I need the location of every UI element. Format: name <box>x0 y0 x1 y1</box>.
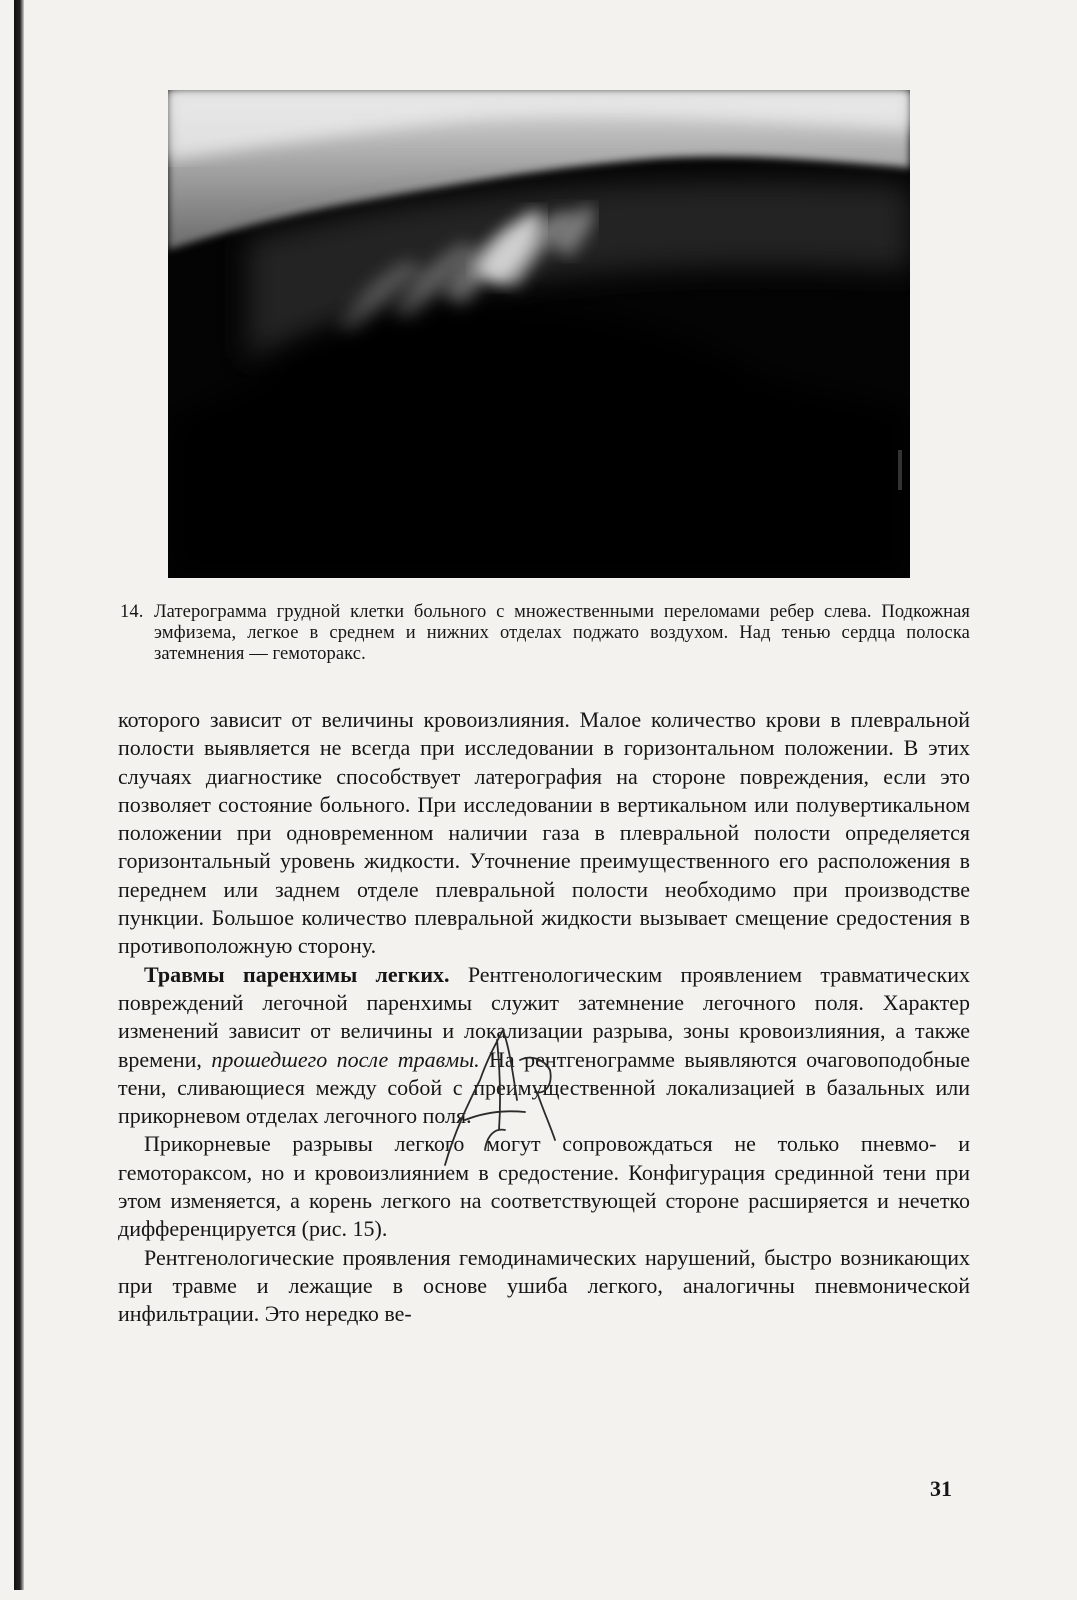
paragraph-2-text-b: На рентгенограмме выявляются очаговоподобные тени, сливающиеся между собой с преимущественной локализацией в базальных или прикорневом отделах легочного поля. <box>118 1046 970 1129</box>
figure-number: 14. <box>120 602 144 622</box>
paragraph-1: которого зависит от величины кровоизлияния. Малое количество крови в плевральной полости выявляется не всегда при исследовании в горизонтальном положении. В этих случаях диагностике способствует латерография на стороне повреждения, если это позволяет состояние больного. При исследовании в вертикальном или полувертикальном положении при одновременном наличии газа в плевральной полости определяется горизонтальный уровень жидкости. Уточнение преимущественного его расположения в переднем или заднем отделе плевральной полости необходимо при производстве пункции. Большое количество плевральной жидкости вызывает смещение средостения в противоположную сторону. <box>118 707 970 959</box>
paragraph-2-italic: прошедшего после травмы. <box>211 1046 480 1072</box>
paragraph-2-text-a: Рентгенологическим проявлением травматических повреждений легочной паренхимы служит затемнение легочного поля. Характер изменений зависит от величины и локализации разрыва, зоны кровоизлияния, а также времени, <box>118 961 970 1072</box>
paragraph-2 <box>118 961 970 1131</box>
page-number: 31 <box>930 1476 952 1501</box>
radiograph-figure <box>168 90 910 578</box>
figure-caption-text: Латерограмма грудной клетки больного с множественными переломами ребер слева. Подкожная эмфизема, легкое в среднем и нижних отделах поджато воздухом. Над тенью сердца полоска затемнения — гемоторакс. <box>154 602 970 664</box>
figure-caption <box>120 602 970 665</box>
paragraph-4: Рентгенологические проявления гемодинамических нарушений, быстро возникающих при травме и лежащие в основе ушиба легкого, аналогичны пневмонической инфильтрации. Это нередко ве- <box>118 1244 970 1327</box>
page-binding-edge <box>14 0 24 1590</box>
body-text <box>118 706 970 1329</box>
paragraph-3: Прикорневые разрывы легкого могут сопровождаться не только пневмо- и гемотораксом, но и кровоизлиянием в средостение. Конфигурация срединной тени при этом изменяется, а корень легкого на соответствующей стороне расширяется и нечетко дифференцируется (рис. 15). <box>118 1131 970 1242</box>
section-heading: Травмы паренхимы легких. <box>144 961 450 987</box>
